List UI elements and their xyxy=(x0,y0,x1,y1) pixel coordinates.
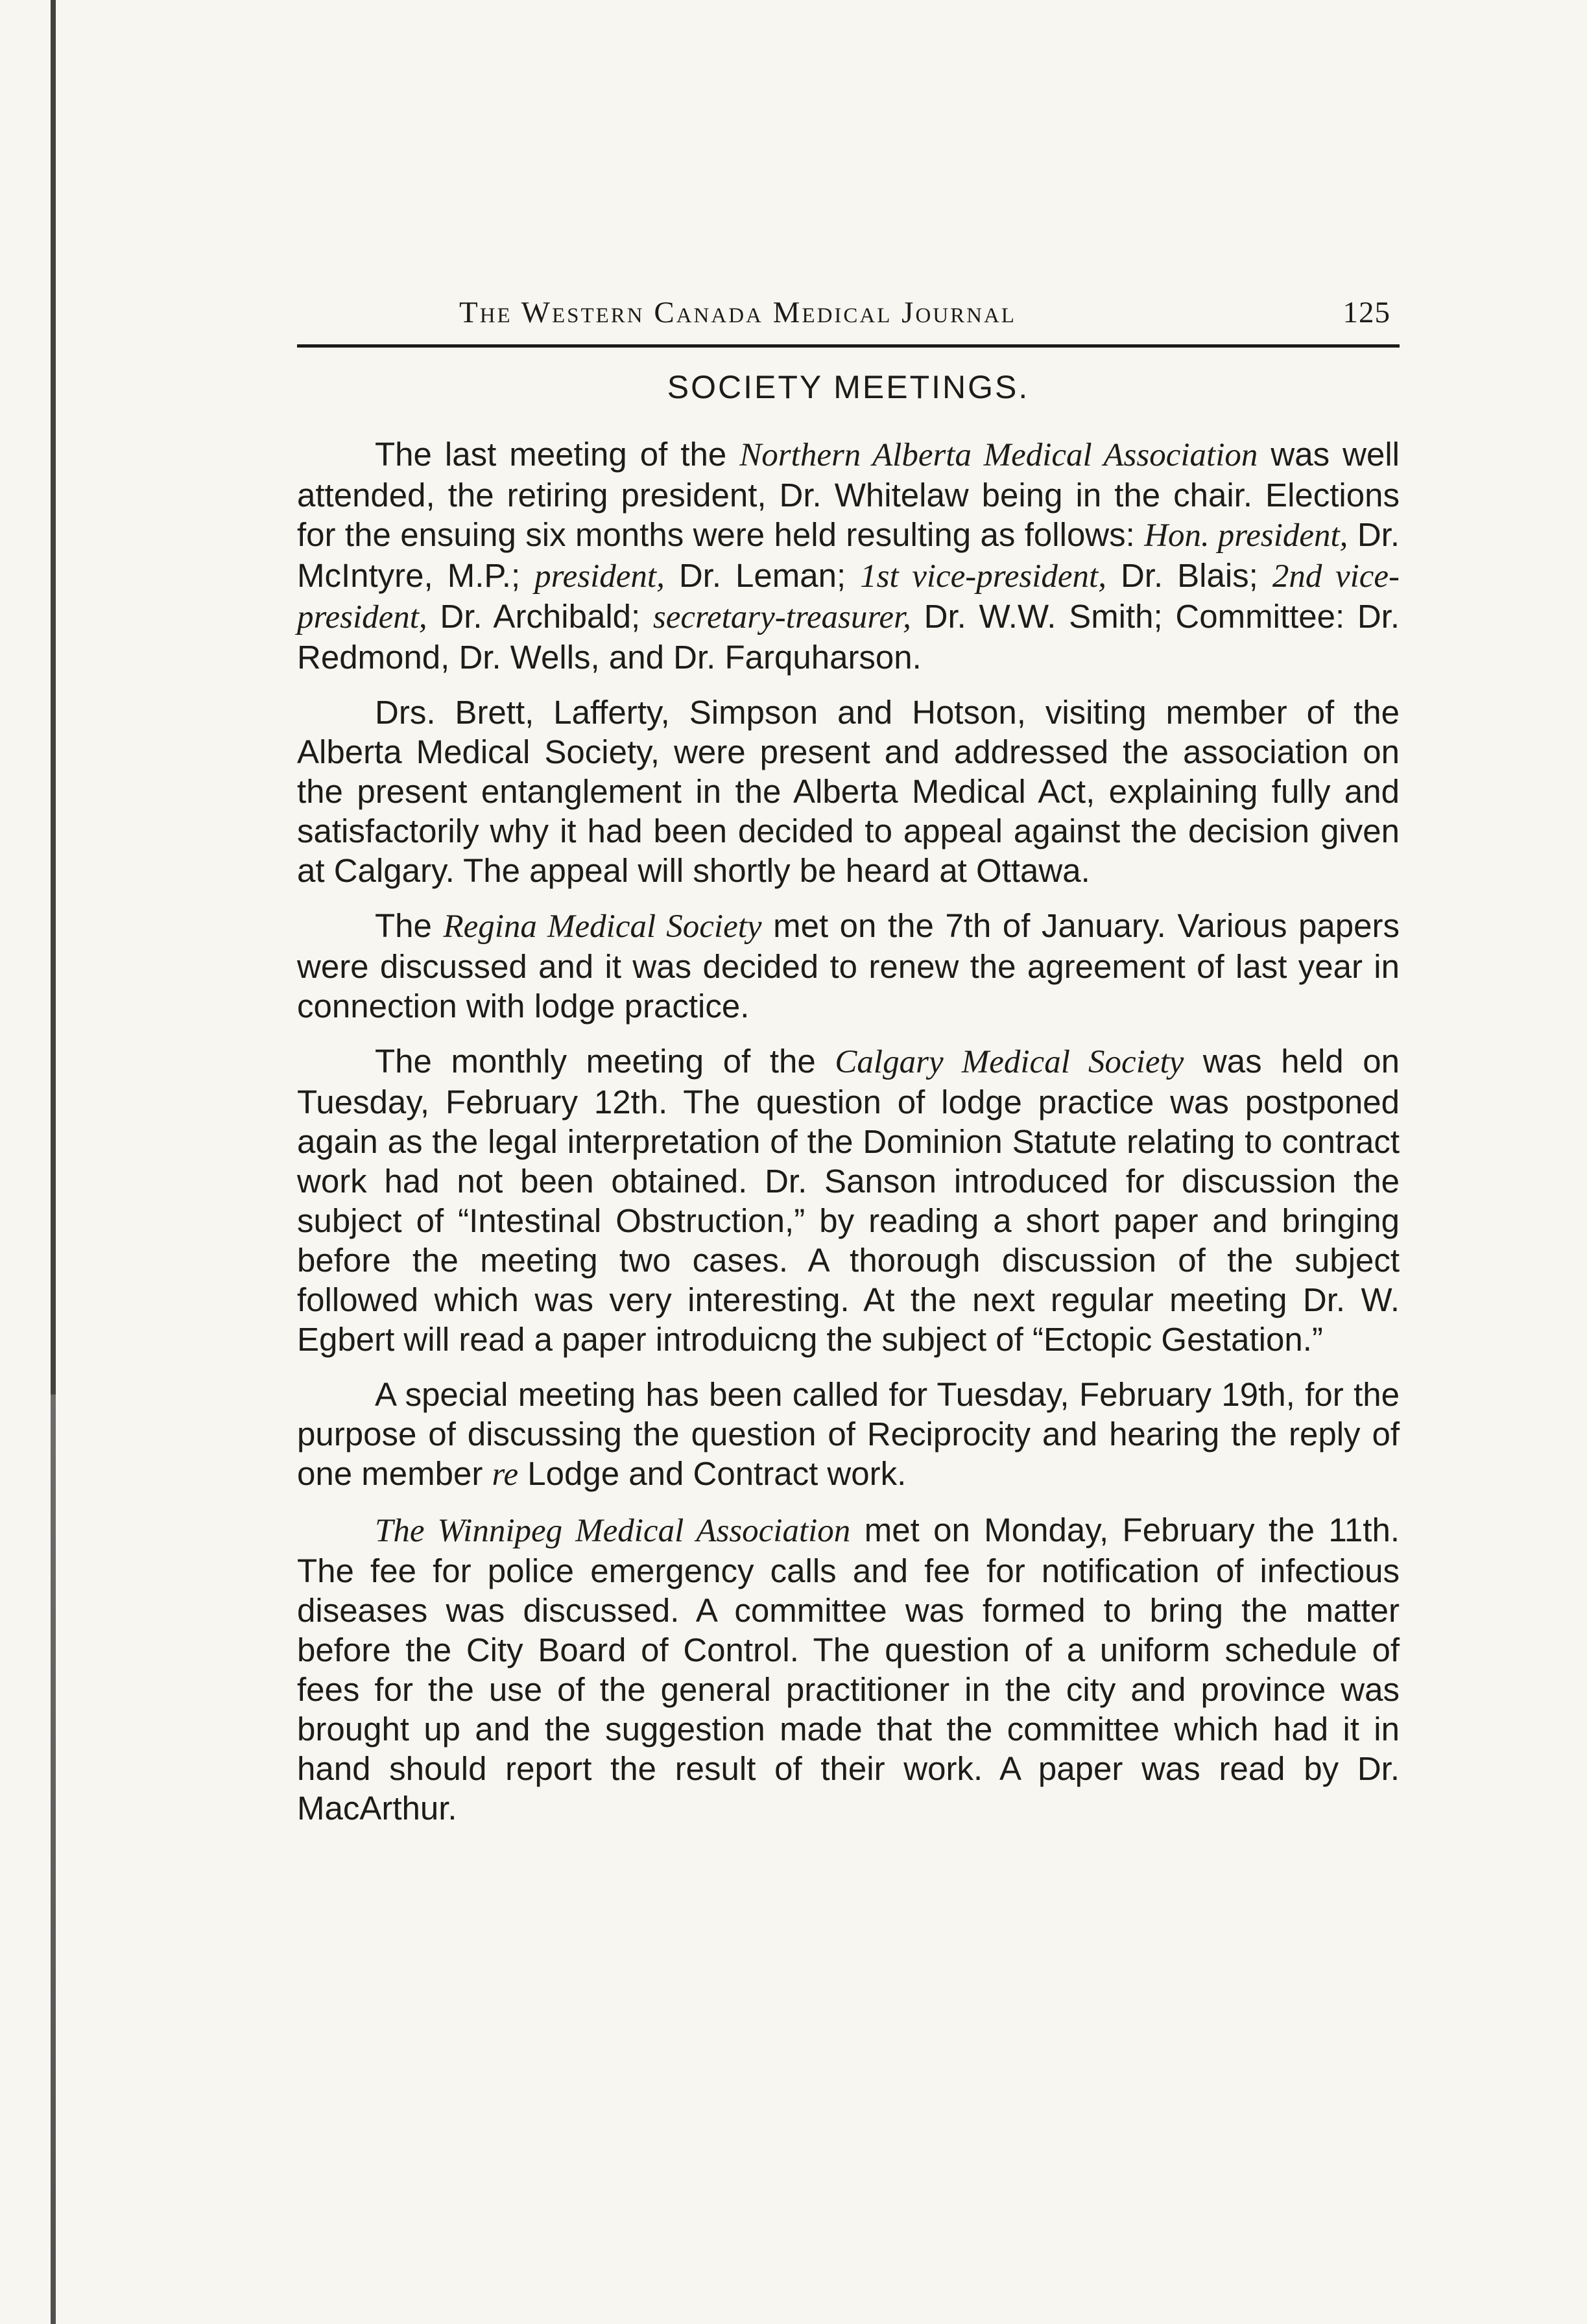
text-run: A special meeting has been called for Tuesday, February 19th, for the purpose of discussing the question of Reciprocity and hearing the reply of one member xyxy=(297,1376,1400,1492)
text-run: Dr. Leman; xyxy=(664,557,861,594)
italic-text: secretary-treasurer, xyxy=(652,599,911,635)
text-run: The monthly meeting of the xyxy=(375,1043,835,1080)
text-run: Dr. Archibald; xyxy=(427,598,653,635)
italic-text: Hon. president, xyxy=(1144,517,1348,554)
page-number: 125 xyxy=(1342,296,1390,329)
italic-text: president, xyxy=(534,558,665,595)
text-run: was held on Tuesday, February 12th. The question of lodge practice was postponed again as the legal interpretation of the Dominion Statute relating to contract work had not been obtained. Dr. Sanson introduced for discussion the subject of “Intestinal Obstruction,” by reading a short paper and bringing before the meeting two cases. A thorough discussion of the subject followed which was very interesting. At the next regular meeting Dr. W. Egbert will read a paper introduicng the subject of “Ectopic Gestation.” xyxy=(297,1043,1400,1358)
italic-text: The Winnipeg Medical Association xyxy=(375,1513,851,1549)
text-run: met on the 7th of January. Various papers were discussed and it was decided to renew the agreement of last year in connection with lodge practice. xyxy=(297,907,1400,1025)
text-run: Drs. Brett, Lafferty, Simpson and Hotson, visiting member of the Alberta Medical Society, were present and addressed the association on the present entanglement in the Alberta Medical Act, explaining fully and satisfactorily why it had been decided to appeal against the decision given at Calgary. The appeal will shortly be heard at Ottawa. xyxy=(297,694,1400,889)
paragraph xyxy=(297,434,1400,677)
running-head xyxy=(297,295,1400,330)
italic-text: 1st vice-president, xyxy=(860,558,1106,595)
page-binding-edge xyxy=(51,0,56,2324)
text-run: Dr. McIntyre, M.P.; xyxy=(297,516,1400,594)
italic-text: Northern Alberta Medical Association xyxy=(739,437,1258,473)
section-title: SOCIETY MEETINGS. xyxy=(667,369,1030,405)
paragraph xyxy=(297,906,1400,1026)
text-run: Dr. Blais; xyxy=(1106,557,1272,594)
paragraph xyxy=(297,1041,1400,1359)
text-run: was well attended, the retiring president, Dr. Whitelaw being in the chair. Elections for the ensuing six months were held resulting as follows: xyxy=(297,436,1400,553)
italic-text: re xyxy=(492,1456,519,1493)
header-rule xyxy=(297,344,1400,348)
paragraph xyxy=(297,1375,1400,1495)
text-run: met on Monday, February the 11th. The fee for police emergency calls and fee for notification of infectious diseases was discussed. A committee was formed to bring the matter before the City Board of Control. The question of a uniform schedule of fees for the use of the general practitioner in the city and province was brought up and the suggestion made that the committee which had it in hand should report the result of their work. A paper was read by Dr. MacArthur. xyxy=(297,1512,1400,1827)
italic-text: 2nd vice-president, xyxy=(297,558,1400,635)
italic-text: Calgary Medical Society xyxy=(835,1044,1184,1080)
paragraph xyxy=(297,693,1400,890)
text-run: Lodge and Contract work. xyxy=(518,1455,907,1492)
paragraph xyxy=(297,1510,1400,1828)
text-run: The last meeting of the xyxy=(375,436,740,473)
italic-text: Regina Medical Society xyxy=(443,908,762,945)
text-run: Dr. W.W. Smith; Committee: Dr. Redmond, Dr. Wells, and Dr. Farquharson. xyxy=(297,598,1400,676)
journal-page xyxy=(297,295,1400,1844)
article-body xyxy=(297,434,1400,1828)
text-run: The xyxy=(375,907,444,944)
journal-title: The Western Canada Medical Journal xyxy=(459,296,1016,329)
